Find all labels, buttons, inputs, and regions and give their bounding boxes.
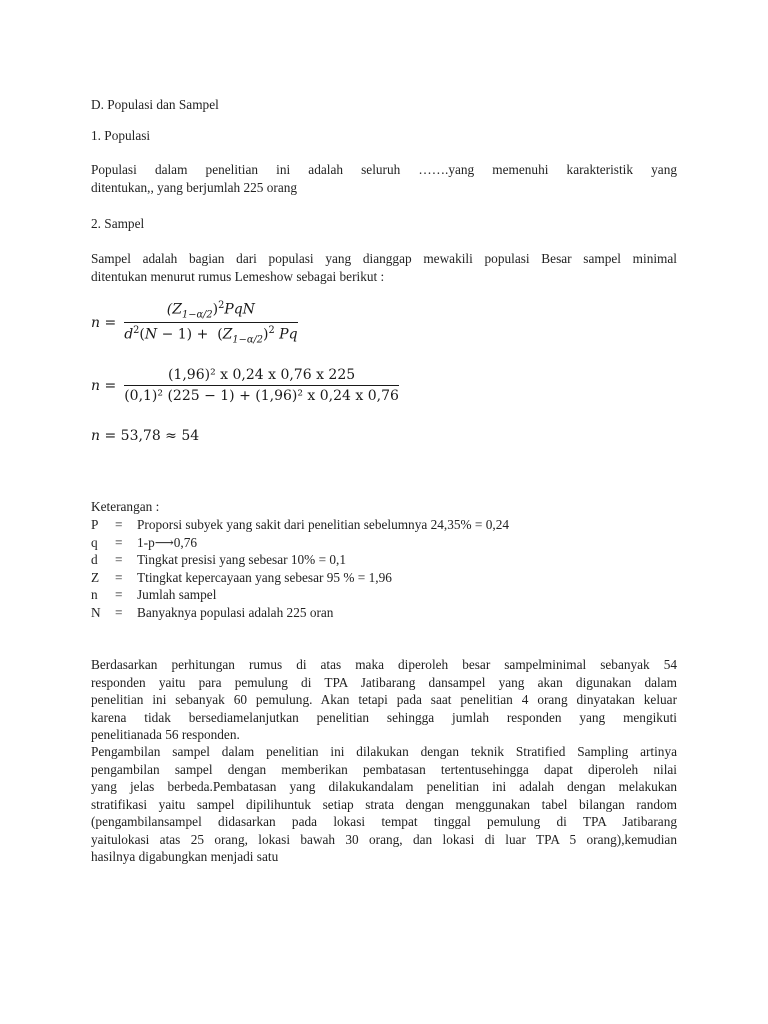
result-lhs: n =: [91, 428, 117, 444]
legend-equals: =: [115, 604, 123, 620]
formula-fraction: [124, 300, 297, 346]
sampling-line: pengambilan sampel dengan memberikan pembatasan tertentusehingga dapat diperoleh nilai: [91, 761, 677, 777]
sampling-line: yaitulokasi atas 25 orang, lokasi bawah 30 orang, dan lokasi di luar TPA 5 orang),kemudian: [91, 831, 677, 847]
sampling-line: Pengambilan sampel dalam penelitian ini dilakukan dengan teknik Stratified Sampling artinya: [91, 744, 677, 759]
conclusion-line: Berdasarkan perhitungan rumus di atas maka diperoleh besar sampelminimal sebanyak 54: [91, 657, 677, 672]
keterangan-title: Keterangan :: [91, 499, 160, 514]
legend-symbol: Z: [91, 569, 100, 585]
sampling-line: (pengambilansampel didasarkan pada lokasi tempat tinggal pemulung di TPA Jatibarang: [91, 814, 677, 829]
legend-equals: =: [115, 569, 123, 585]
calculation-formula: [91, 367, 399, 404]
sampel-line: ditentukan menurut rumus Lemeshow sebagai berikut :: [91, 268, 385, 284]
legend-text: Jumlah sampel: [137, 587, 217, 602]
lemeshow-formula: [91, 300, 298, 346]
sampling-line: hasilnya digabungkan menjadi satu: [91, 849, 279, 864]
legend-row-P: [91, 516, 509, 534]
legend-symbol: P: [91, 517, 99, 532]
legend-symbol: q: [91, 534, 98, 550]
conclusion-line: karena tidak bersediamelanjutkan penelitian sehingga jumlah responden yang mengikuti: [91, 709, 677, 725]
sampling-line: yang jelas berbeda.Pembatasan yang dilakukandalam penelitian ini adalah dengan melakukan: [91, 779, 677, 794]
sampling-line: stratifikasi yaitu sampel dipilihuntuk setiap strata dengan menggunakan tabel bilangan random: [91, 796, 677, 812]
sampling-method-paragraph: [91, 743, 677, 866]
legend-list: [91, 516, 509, 621]
legend-text: Banyaknya populasi adalah 225 oran: [137, 604, 334, 620]
legend-symbol: N: [91, 604, 101, 620]
populasi-paragraph: [91, 161, 677, 196]
formula-numerator: $(Z_{1-\alpha/2})^2PqN$: [124, 300, 297, 323]
sampel-line: Sampel adalah bagian dari populasi yang dianggap mewakili populasi Besar sampel minimal: [91, 251, 677, 266]
calc-denominator: (0,1)² (225 − 1) + (1,96)² x 0,24 x 0,76: [124, 388, 399, 404]
conclusion-line: responden yaitu para pemulung di TPA Jatibarang dansampel yang akan digunakan dalam: [91, 674, 677, 690]
legend-equals: =: [115, 552, 123, 567]
populasi-line: Populasi dalam penelitian ini adalah seluruh …….yang memenuhi karakteristik yang: [91, 162, 677, 177]
legend-row-Z: [91, 569, 509, 587]
legend-symbol: d: [91, 552, 98, 567]
legend-row-N: [91, 604, 509, 622]
populasi-line: ditentukan,, yang berjumlah 225 orang: [91, 179, 298, 195]
formula-lhs: n =: [91, 314, 117, 331]
legend-text: Ttingkat kepercayaan yang sebesar 95 % = 1,96: [137, 569, 392, 585]
calc-lhs: n =: [91, 377, 117, 394]
legend-equals: =: [115, 587, 123, 602]
legend-row-d: [91, 551, 509, 569]
result-formula: [91, 428, 199, 444]
calc-numerator: (1,96)² x 0,24 x 0,76 x 225: [124, 367, 399, 386]
sampel-paragraph: [91, 250, 677, 285]
conclusion-line: penelitianada 56 responden.: [91, 727, 240, 742]
legend-symbol: n: [91, 587, 98, 602]
conclusion-line: penelitian ini sebanyak 60 pemulung. Akan tetapi pada saat penelitian 4 orang dinyatakan keluar: [91, 692, 677, 707]
legend-text: Proporsi subyek yang sakit dari penelitian sebelumnya 24,35% = 0,24: [137, 517, 509, 532]
legend-equals: =: [115, 534, 123, 550]
section-title: D. Populasi dan Sampel: [91, 97, 219, 112]
calc-fraction: [124, 367, 399, 404]
result-value: 53,78 ≈ 54: [120, 428, 200, 444]
legend-equals: =: [115, 517, 123, 532]
subsection-sampel-title: 2. Sampel: [91, 216, 145, 231]
conclusion-paragraph: [91, 656, 677, 744]
legend-text: Tingkat presisi yang sebesar 10% = 0,1: [137, 552, 347, 567]
legend-text: 1-p⟶0,76: [137, 534, 198, 550]
legend-row-n: [91, 586, 509, 604]
legend-row-q: [91, 534, 509, 552]
subsection-populasi-title: 1. Populasi: [91, 128, 151, 143]
formula-denominator: $d^2(N - 1) + (Z_{1-\alpha/2})^2$ Pq: [124, 325, 298, 346]
